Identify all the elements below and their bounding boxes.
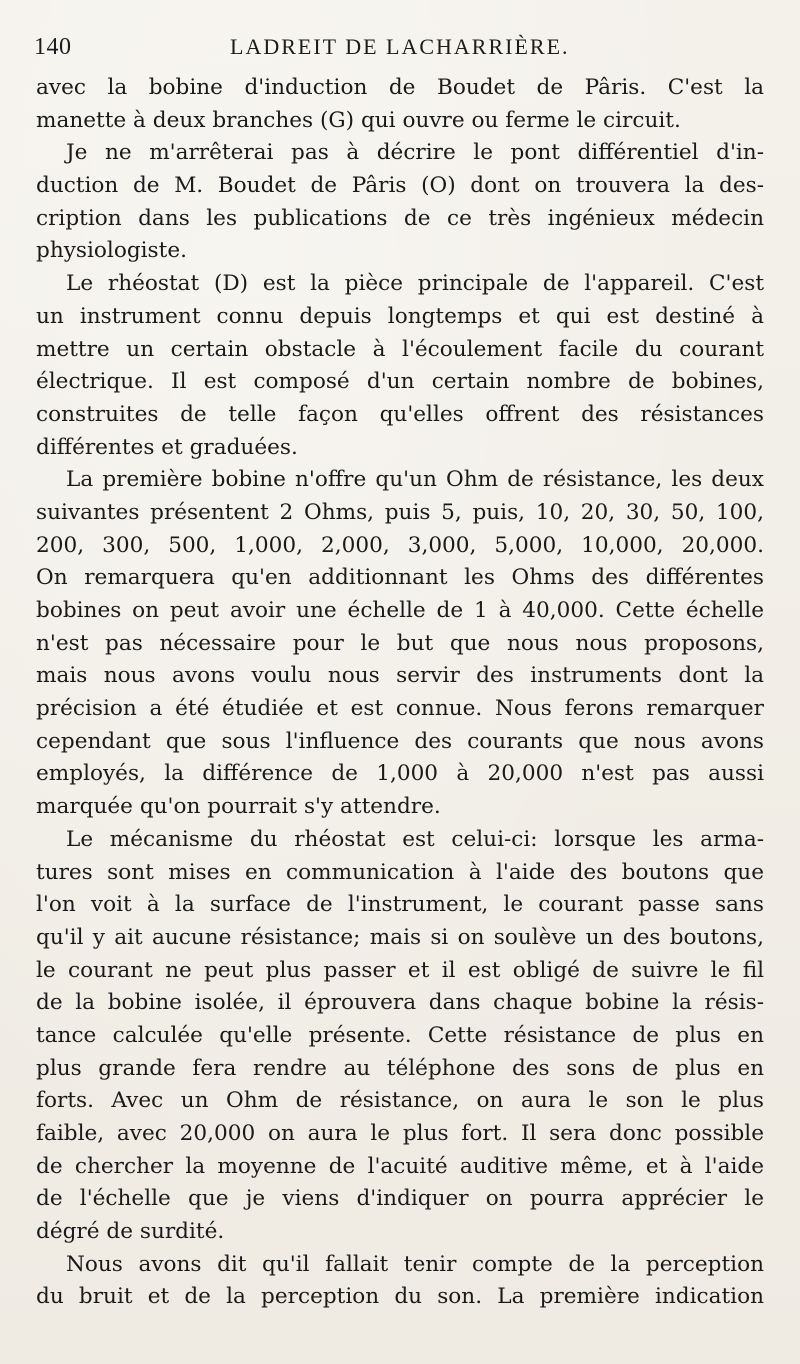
text-line: de chercher la moyenne de l'acuité auditive même, et à l'aide (36, 1153, 764, 1179)
text-line: l'on voit à la surface de l'instrument, le courant passe sans (36, 892, 764, 918)
text-line: Le rhéostat (D) est la pièce principale de l'appareil. C'est (66, 271, 764, 297)
text-line: Nous avons dit qu'il fallait tenir compte de la perception (66, 1251, 764, 1277)
text-line: tures sont mises en communication à l'aide des boutons que (36, 859, 764, 885)
text-line: cription dans les publications de ce très ingénieux médecin (36, 205, 764, 231)
text-line: 200, 300, 500, 1,000, 2,000, 3,000, 5,000, 10,000, 20,000. (36, 532, 764, 558)
text-line: de l'échelle que je viens d'indiquer on pourra apprécier le (36, 1186, 764, 1212)
text-line: différentes et graduées. (36, 434, 298, 460)
paragraph (36, 137, 764, 268)
text-line: physiologiste. (36, 238, 187, 264)
text-line: marquée qu'on pourrait s'y attendre. (36, 794, 441, 820)
text-line: n'est pas nécessaire pour le but que nous nous proposons, (36, 630, 764, 656)
text-line: électrique. Il est composé d'un certain nombre de bobines, (36, 369, 764, 395)
text-line: mettre un certain obstacle à l'écoulement facile du courant (36, 336, 764, 362)
text-line: cependant que sous l'influence des courants que nous avons (36, 728, 764, 754)
running-title: LADREIT DE LACHARRIÈRE. (230, 34, 570, 59)
page-header (34, 30, 764, 70)
text-line: précision a été étudiée et est connue. Nous ferons remarquer (36, 696, 764, 722)
text-line: qu'il y ait aucune résistance; mais si on soulève un des boutons, (36, 924, 764, 950)
text-line: avec la bobine d'induction de Boudet de Pâris. C'est la (36, 75, 764, 100)
paragraph (36, 1249, 764, 1314)
paragraph (36, 72, 764, 137)
text-line: le courant ne peut plus passer et il est obligé de suivre le fil (36, 957, 764, 983)
text-line: duction de M. Boudet de Pâris (O) dont on trouvera la des- (36, 173, 764, 199)
text-line: La première bobine n'offre qu'un Ohm de résistance, les deux (66, 467, 764, 493)
text-line: On remarquera qu'en additionnant les Ohms des différentes (36, 565, 764, 591)
text-line: Je ne m'arrêterai pas à décrire le pont différentiel d'in- (66, 140, 764, 166)
text-line: employés, la différence de 1,000 à 20,000 n'est pas aussi (36, 761, 764, 787)
text-line: manette à deux branches (G) qui ouvre ou ferme le circuit. (36, 107, 681, 133)
text-line: un instrument connu depuis longtemps et qui est destiné à (36, 303, 764, 329)
text-line: mais nous avons voulu nous servir des instruments dont la (36, 663, 764, 689)
text-line: tance calculée qu'elle présente. Cette résistance de plus en (36, 1022, 764, 1048)
text-line: dégré de surdité. (36, 1219, 225, 1245)
text-line: de la bobine isolée, il éprouvera dans chaque bobine la résis- (36, 990, 764, 1016)
paragraph (36, 268, 764, 464)
text-line: forts. Avec un Ohm de résistance, on aura le son le plus (36, 1088, 764, 1114)
text-line: plus grande fera rendre au téléphone des sons de plus en (36, 1055, 764, 1081)
text-line: construites de telle façon qu'elles offrent des résistances (36, 401, 764, 427)
text-line: bobines on peut avoir une échelle de 1 à 40,000. Cette échelle (36, 598, 764, 623)
text-line: Le mécanisme du rhéostat est celui-ci: lorsque les arma- (66, 826, 764, 852)
paragraph (36, 464, 764, 824)
text-line: du bruit et de la perception du son. La première indication (36, 1284, 764, 1310)
page-number: 140 (34, 34, 72, 60)
body-text (36, 72, 764, 1314)
text-line: faible, avec 20,000 on aura le plus fort. Il sera donc possible (36, 1121, 764, 1146)
text-line: suivantes présentent 2 Ohms, puis 5, puis, 10, 20, 30, 50, 100, (36, 499, 764, 525)
paragraph (36, 824, 764, 1249)
